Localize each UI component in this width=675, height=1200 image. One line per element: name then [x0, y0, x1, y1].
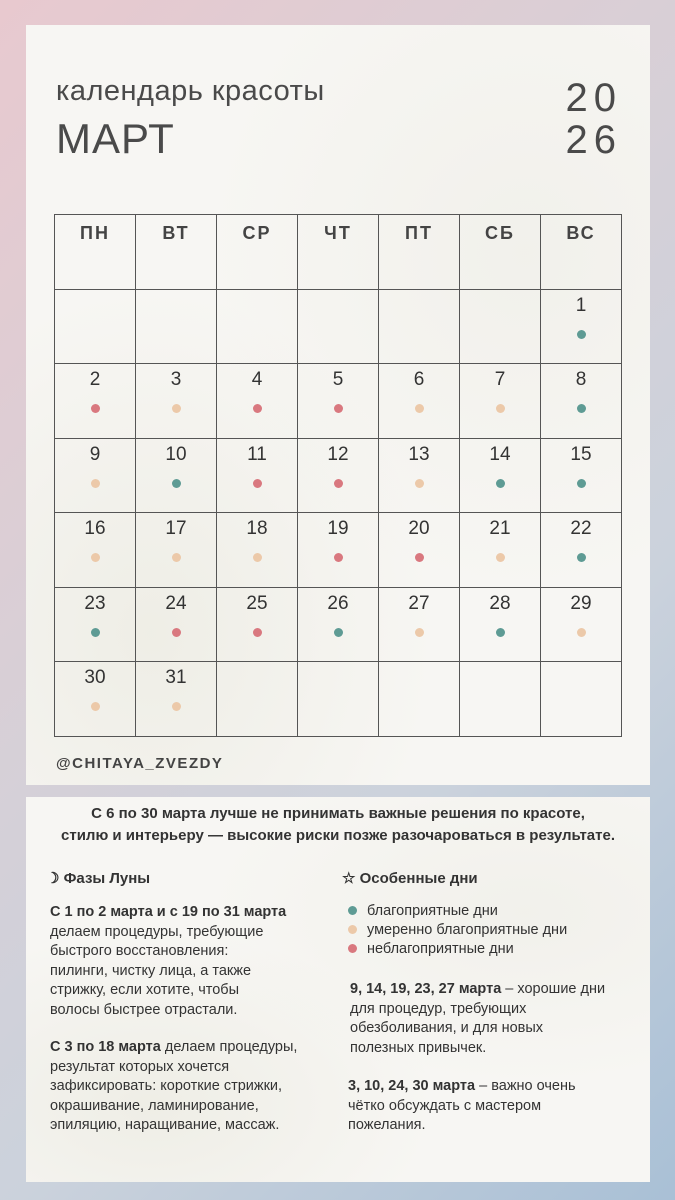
empty-cell — [460, 662, 541, 737]
day-status-dot — [91, 479, 100, 488]
text-line: делаем процедуры, требующие — [50, 923, 264, 940]
moon-phases-title: ☽ Фазы Луны — [46, 870, 151, 887]
day-number: 15 — [570, 443, 592, 465]
day-number: 19 — [327, 518, 349, 539]
empty-cell — [136, 290, 217, 365]
day-status-dot — [172, 628, 181, 637]
empty-cell — [541, 662, 622, 737]
day-cell — [298, 364, 379, 439]
day-number: 17 — [165, 518, 187, 539]
special-p1-lines — [350, 1000, 640, 1059]
day-number: 9 — [89, 443, 101, 465]
empty-cell — [55, 290, 136, 365]
day-status-dot — [172, 702, 181, 711]
day-cell — [379, 513, 460, 588]
day-status-dot — [415, 553, 424, 562]
day-cell — [298, 513, 379, 588]
legend-moderate-label: умеренно благоприятные дни — [367, 922, 568, 938]
day-status-dot — [91, 553, 100, 562]
day-status-dot — [334, 404, 343, 413]
day-number: 11 — [247, 443, 267, 465]
day-number: 3 — [170, 369, 182, 390]
moon-p2-first: делаем процедуры, — [160, 1039, 298, 1055]
special-p1-first: – хорошие дни — [501, 981, 606, 997]
intro-line-2: стилю и интерьеру — высокие риски позже разочароваться в результате. — [61, 827, 615, 844]
day-number: 27 — [408, 592, 430, 614]
calendar-grid — [54, 214, 622, 737]
intro-text — [36, 803, 640, 847]
day-number: 5 — [332, 369, 344, 390]
day-number: 4 — [251, 369, 263, 390]
legend-bad — [348, 941, 514, 957]
text-line: быстрого восстановления: — [50, 943, 229, 959]
weekday-header: ВС — [541, 215, 622, 290]
day-cell — [136, 662, 217, 737]
day-number: 31 — [165, 667, 187, 688]
day-cell — [541, 290, 622, 365]
text-line: для процедур, требующих — [350, 1000, 527, 1017]
day-status-dot — [253, 404, 262, 413]
day-cell — [460, 588, 541, 663]
day-status-dot — [577, 479, 586, 488]
info-card — [26, 797, 650, 1182]
day-number: 14 — [489, 443, 511, 465]
day-status-dot — [415, 404, 424, 413]
day-cell — [379, 439, 460, 514]
day-status-dot — [577, 330, 586, 339]
moon-paragraph-1 — [50, 903, 340, 1020]
day-status-dot — [577, 404, 586, 413]
special-p1-bold: 9, 14, 19, 23, 27 марта — [350, 981, 502, 997]
day-status-dot — [253, 479, 262, 488]
special-days-title: ☆ Особенные дни — [342, 870, 478, 887]
day-cell — [136, 588, 217, 663]
day-cell — [379, 588, 460, 663]
weekday-header: СР — [217, 215, 298, 290]
day-cell — [298, 439, 379, 514]
day-status-dot — [496, 553, 505, 562]
day-number: 16 — [84, 518, 106, 539]
day-number: 30 — [84, 667, 106, 688]
day-cell — [460, 513, 541, 588]
day-number: 28 — [489, 592, 511, 614]
text-line: пожелания. — [348, 1117, 426, 1133]
special-paragraph-2 — [348, 1077, 638, 1136]
day-number: 13 — [408, 443, 430, 465]
day-number: 1 — [575, 294, 587, 316]
text-line: окрашивание, ламинирование, — [50, 1097, 259, 1114]
text-line: полезных привычек. — [350, 1039, 487, 1056]
day-status-dot — [496, 628, 505, 637]
day-number: 12 — [327, 443, 349, 465]
day-status-dot — [334, 479, 343, 488]
day-status-dot — [577, 628, 586, 637]
weekday-header: СБ — [460, 215, 541, 290]
instagram-handle: @CHITAYA_ZVEZDY — [56, 755, 224, 772]
weekday-header: ПТ — [379, 215, 460, 290]
month-title: МАРТ — [56, 115, 175, 162]
day-number: 2 — [89, 369, 101, 390]
day-status-dot — [496, 479, 505, 488]
day-cell — [541, 364, 622, 439]
day-cell — [460, 439, 541, 514]
day-number: 24 — [165, 592, 187, 614]
moon-p2-lines — [50, 1058, 340, 1136]
day-cell — [136, 513, 217, 588]
text-line: зафиксировать: короткие стрижки, — [50, 1078, 283, 1094]
special-p2-first: – важно очень — [475, 1078, 576, 1094]
day-cell — [217, 439, 298, 514]
weekday-header: ЧТ — [298, 215, 379, 290]
special-paragraph-1 — [350, 980, 640, 1058]
special-p2-bold: 3, 10, 24, 30 марта — [348, 1078, 476, 1094]
day-number: 20 — [408, 518, 430, 539]
day-cell — [298, 588, 379, 663]
day-status-dot — [415, 479, 424, 488]
day-status-dot — [253, 553, 262, 562]
day-number: 21 — [489, 518, 511, 539]
day-cell — [541, 439, 622, 514]
day-cell — [460, 364, 541, 439]
legend-moderate-dot — [348, 925, 357, 934]
legend-good-dot — [348, 906, 357, 915]
moon-paragraph-2 — [50, 1038, 340, 1136]
empty-cell — [298, 290, 379, 365]
legend-good-label: благоприятные дни — [367, 903, 498, 919]
year-line-1: 20 — [565, 76, 622, 120]
day-number: 25 — [246, 592, 268, 614]
day-status-dot — [334, 628, 343, 637]
day-status-dot — [172, 553, 181, 562]
day-cell — [541, 588, 622, 663]
weekday-header: ВТ — [136, 215, 217, 290]
day-cell — [55, 662, 136, 737]
day-status-dot — [172, 479, 181, 488]
day-status-dot — [496, 404, 505, 413]
text-line: обезболивания, и для новых — [350, 1020, 544, 1036]
calendar-card — [26, 25, 650, 785]
day-number: 6 — [413, 369, 425, 390]
day-cell — [217, 588, 298, 663]
day-cell — [379, 364, 460, 439]
day-number: 10 — [165, 443, 187, 465]
empty-cell — [217, 290, 298, 365]
moon-p1-lines — [50, 923, 340, 1021]
text-line: пилинги, чистку лица, а также — [50, 962, 252, 979]
day-status-dot — [172, 404, 181, 413]
empty-cell — [217, 662, 298, 737]
day-cell — [55, 439, 136, 514]
day-number: 23 — [84, 592, 106, 614]
day-number: 22 — [570, 518, 592, 539]
day-status-dot — [91, 404, 100, 413]
empty-cell — [379, 290, 460, 365]
day-number: 7 — [494, 369, 506, 390]
day-number: 8 — [575, 369, 587, 390]
legend-moderate — [348, 922, 567, 938]
calendar-subtitle: календарь красоты — [56, 75, 325, 107]
day-cell — [55, 364, 136, 439]
weekday-header: ПН — [55, 215, 136, 290]
text-line: чётко обсуждать с мастером — [348, 1097, 542, 1114]
text-line: волосы быстрее отрастали. — [50, 1001, 238, 1018]
intro-line-1: С 6 по 30 марта лучше не принимать важные решения по красоте, — [91, 805, 585, 822]
text-line: эпиляцию, наращивание, массаж. — [50, 1117, 280, 1133]
text-line: результат которых хочется — [50, 1058, 230, 1075]
year-line-2: 26 — [565, 118, 622, 162]
moon-p2-bold: С 3 по 18 марта — [50, 1039, 161, 1055]
day-cell — [541, 513, 622, 588]
text-line: стрижку, если хотите, чтобы — [50, 982, 240, 998]
legend-bad-label: неблагоприятные дни — [367, 941, 514, 957]
moon-p1-bold: С 1 по 2 марта и с 19 по 31 марта — [50, 904, 287, 920]
day-status-dot — [334, 553, 343, 562]
legend-good — [348, 903, 498, 919]
day-status-dot — [415, 628, 424, 637]
day-number: 26 — [327, 592, 349, 614]
day-number: 18 — [246, 518, 268, 539]
year-label — [566, 77, 623, 161]
empty-cell — [298, 662, 379, 737]
day-cell — [55, 513, 136, 588]
day-status-dot — [91, 702, 100, 711]
day-status-dot — [253, 628, 262, 637]
empty-cell — [379, 662, 460, 737]
day-cell — [55, 588, 136, 663]
day-cell — [136, 439, 217, 514]
day-status-dot — [91, 628, 100, 637]
day-cell — [217, 364, 298, 439]
special-p2-lines — [348, 1097, 638, 1136]
day-cell — [217, 513, 298, 588]
empty-cell — [460, 290, 541, 365]
legend-bad-dot — [348, 944, 357, 953]
day-number: 29 — [570, 592, 592, 614]
day-cell — [136, 364, 217, 439]
day-status-dot — [577, 553, 586, 562]
